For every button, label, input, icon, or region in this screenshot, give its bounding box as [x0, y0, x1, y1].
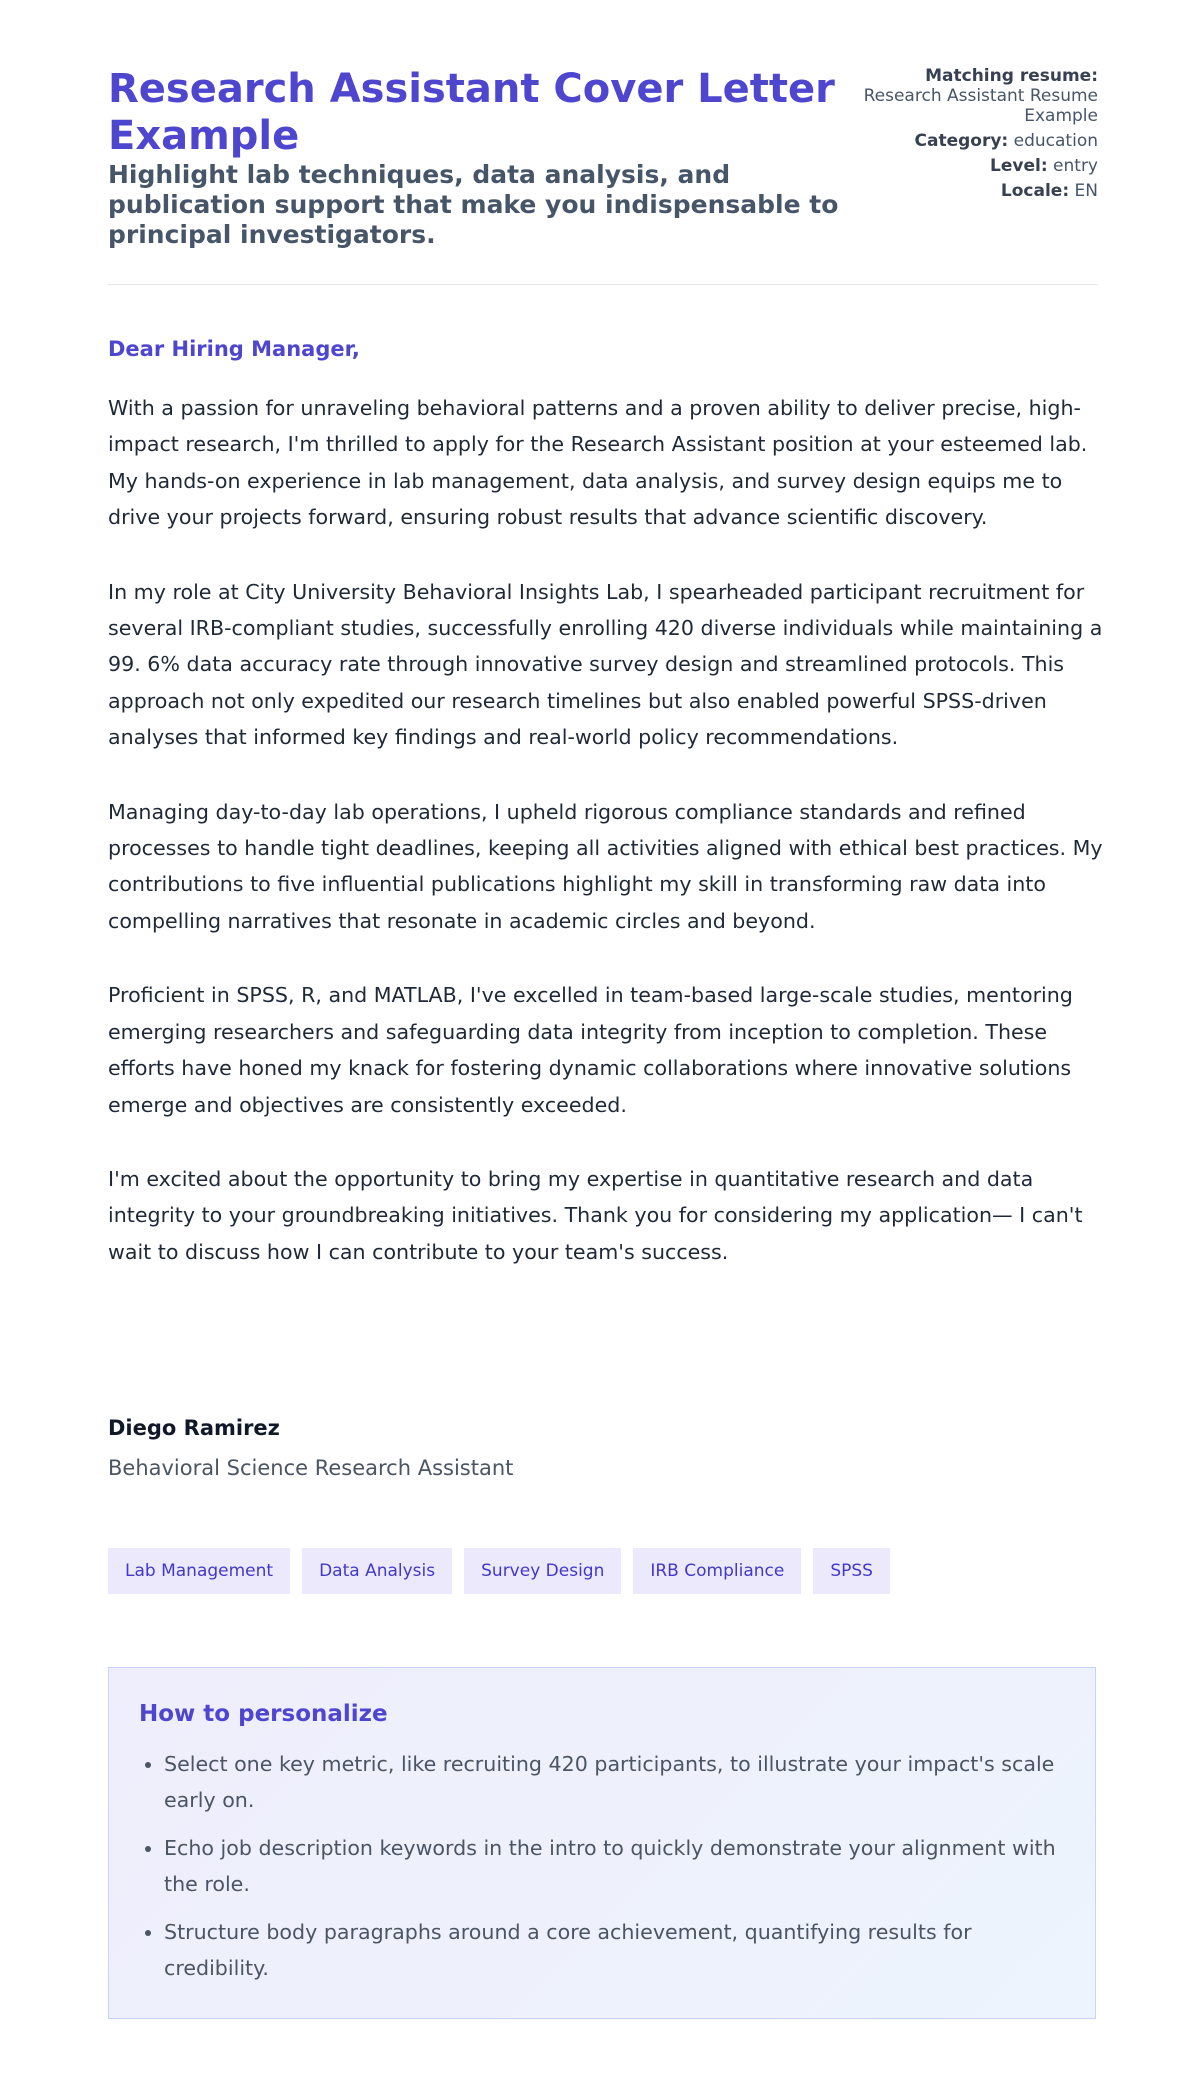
- matching-resume: [838, 66, 1098, 126]
- signature-block: [108, 1415, 513, 1481]
- meta-category-value: education: [1013, 131, 1098, 151]
- tip-item: • Echo job description keywords in the intro to quickly demonstrate your alignment with the role.: [164, 1830, 1065, 1903]
- letter-paragraph: With a passion for unraveling behavioral patterns and a proven ability to deliver precise, high-impact research, I'm thrilled to apply for the Research Assistant position at your esteemed lab. My hands-on experience in lab management, data analysis, and survey design equips me to drive your projects forward, ensuring robust results that advance scientific discovery.: [108, 396, 1088, 530]
- letter-paragraph: Proficient in SPSS, R, and MATLAB, I've excelled in team-based large-scale studies, mentoring emerging researchers and safeguarding data integrity from inception to completion. These efforts have honed my knack for fostering dynamic collaborations where innovative solutions emerge and objectives are consistently exceeded.: [108, 983, 1073, 1117]
- matching-resume-link[interactable]: Research Assistant Resume Example: [863, 86, 1098, 126]
- signature-name: Diego Ramirez: [108, 1416, 280, 1440]
- meta-category: [838, 131, 1098, 151]
- tips-title: How to personalize: [139, 1701, 388, 1727]
- header-divider: [108, 284, 1098, 285]
- tip-item: • Select one key metric, like recruiting 420 participants, to illustrate your impact's scale early on.: [164, 1746, 1065, 1819]
- meta-level-value: entry: [1053, 156, 1098, 176]
- tip-item: • Structure body paragraphs around a core achievement, quantifying results for credibility.: [164, 1914, 1065, 1987]
- page-title: Research Assistant Cover Letter Example: [108, 66, 835, 159]
- letter-greeting: Dear Hiring Manager,: [108, 337, 360, 361]
- tips-list: [139, 1746, 1065, 1986]
- matching-resume-label: Matching resume:: [925, 66, 1098, 86]
- skill-tags: [108, 1548, 890, 1594]
- page-subtitle: Highlight lab techniques, data analysis, and publication support that make you indispensable to principal investigators.: [108, 160, 839, 249]
- meta-level-label: Level:: [990, 156, 1048, 176]
- meta-panel: [838, 66, 1098, 206]
- skill-tag[interactable]: Lab Management: [108, 1548, 290, 1594]
- meta-category-label: Category:: [914, 131, 1009, 151]
- letter-paragraph: I'm excited about the opportunity to bring my expertise in quantitative research and data integrity to your groundbreaking initiatives. Thank you for considering my application— I can't wait to discuss how I can contribute to your team's success.: [108, 1166, 1083, 1264]
- skill-tag[interactable]: Data Analysis: [302, 1548, 452, 1594]
- signature-title: Behavioral Science Research Assistant: [108, 1456, 514, 1480]
- skill-tag[interactable]: SPSS: [813, 1548, 890, 1594]
- letter-paragraph: In my role at City University Behavioral Insights Lab, I spearheaded participant recruitment for several IRB-compliant studies, successfully enrolling 420 diverse individuals while maintaining a 99. 6% data accuracy rate through innovative survey design and streamlined protocols. This approach not only expedited our research timelines but also enabled powerful SPSS-driven analyses that informed key findings and real-world policy recommendations.: [108, 579, 1103, 750]
- meta-locale: [838, 181, 1098, 201]
- personalize-tips-box: [108, 1667, 1096, 2019]
- letter-body: [108, 390, 1103, 1308]
- meta-locale-label: Locale:: [1000, 181, 1070, 201]
- meta-locale-value: EN: [1074, 181, 1098, 201]
- letter-paragraph: Managing day-to-day lab operations, I upheld rigorous compliance standards and refined processes to handle tight deadlines, keeping all activities aligned with ethical best practices. My contributions to five influential publications highlight my skill in transforming raw data into compelling narratives that resonate in academic circles and beyond.: [108, 799, 1103, 933]
- skill-tag[interactable]: IRB Compliance: [633, 1548, 801, 1594]
- meta-level: [838, 156, 1098, 176]
- skill-tag[interactable]: Survey Design: [464, 1548, 621, 1594]
